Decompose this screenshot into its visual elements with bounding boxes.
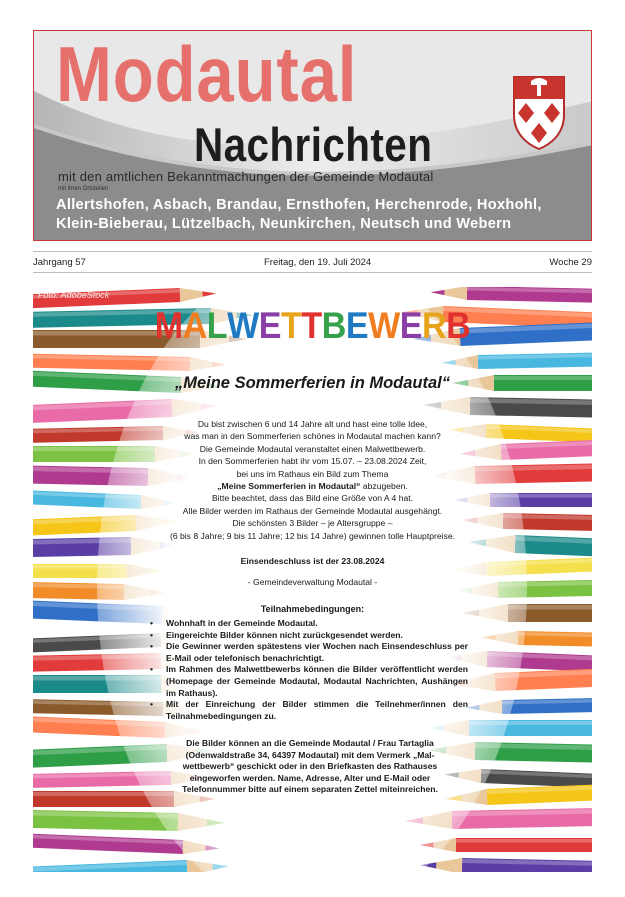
intro-theme-bold: „Meine Sommerferien in Modautal“ xyxy=(217,481,361,492)
masthead-subtitle: mit den amtlichen Bekanntmachungen der Gemeinde Modautal xyxy=(58,169,434,184)
intro-line: In den Sommerferien habt ihr vom 15.07. – 23.08.2024 Zeit, xyxy=(198,456,427,467)
intro-line: bei uns im Rathaus ein Bild zum Thema xyxy=(236,468,389,479)
closing-line: Telefonnummer bitte auf einem separaten Zettel miteinreichen. xyxy=(182,784,438,795)
issue-info-bar xyxy=(33,251,592,273)
villages-line-2: Klein-Bieberau, Lützelbach, Neunkirchen, Neutsch und Webern xyxy=(56,216,512,232)
submission-info xyxy=(151,738,469,796)
pencil xyxy=(430,287,592,306)
title-letter: E xyxy=(399,305,423,346)
villages-line-1: Allertshofen, Asbach, Brandau, Ernsthofen, Herchenrode, Hoxhohl, xyxy=(56,197,542,213)
title-letter: L xyxy=(206,305,228,346)
title-letter: A xyxy=(182,305,207,346)
intro-line: Alle Bilder werden im Rathaus der Gemeinde Modautal ausgehängt. xyxy=(182,505,443,516)
closing-line: eingeworfen werden. Name, Adresse, Alter und E-Mail oder xyxy=(189,772,431,783)
intro-line: Die Gemeinde Modautal veranstaltet einen Malwettbewerb. xyxy=(199,443,426,454)
title-letter: M xyxy=(154,305,183,346)
pencil xyxy=(420,857,592,872)
conditions-list xyxy=(150,618,468,722)
masthead xyxy=(33,30,592,241)
contest-motto: „Meine Sommerferien in Modautal“ xyxy=(174,374,451,392)
intro-line: Du bist zwischen 6 und 14 Jahre alt und hast eine tolle Idee, xyxy=(197,419,428,429)
intro-line: was man in den Sommerferien schönes in Modautal machen kann? xyxy=(184,431,441,442)
title-letter: W xyxy=(368,305,400,346)
intro-theme-line xyxy=(138,480,487,492)
masthead-title-nachrichten: Nachrichten xyxy=(194,118,433,171)
closing-line: wettbewerb“ geschickt oder in den Briefkasten des Rathauses xyxy=(182,761,438,772)
title-letter: T xyxy=(281,305,302,346)
coat-of-arms-icon xyxy=(504,67,574,151)
intro-line: (6 bis 8 Jahre; 9 bis 11 Jahre; 12 bis 14 Jahre) gewinnen tolle Hauptpreise. xyxy=(169,530,456,541)
condition-item: • Mit der Einreichung der Bilder stimmen die Teilnehmer/innen den Teilnahmebedingungen zu. xyxy=(150,699,468,722)
contest-intro xyxy=(138,418,487,542)
contest-title xyxy=(55,307,569,344)
condition-item: • Eingereichte Bilder können nicht zurückgesendet werden. xyxy=(150,630,468,642)
conditions-heading: Teilnahmebedingungen: xyxy=(260,604,365,614)
intro-theme-suffix: abzugeben. xyxy=(360,481,408,492)
issue-date: Freitag, den 19. Juli 2024 xyxy=(264,256,372,268)
contest-poster xyxy=(33,287,592,872)
title-letter: R xyxy=(422,305,447,346)
sender: - Gemeindeverwaltung Modautal - xyxy=(247,577,378,587)
intro-line: Bitte beachtet, dass das Bild eine Größe von A 4 hat. xyxy=(211,493,414,504)
issue-week: Woche 29 xyxy=(549,256,592,268)
closing-line: Die Bilder können an die Gemeinde Modautal / Frau Tartaglia xyxy=(186,738,434,748)
masthead-title-modautal: Modautal xyxy=(56,30,358,118)
title-letter: E xyxy=(258,305,282,346)
title-letter: T xyxy=(301,305,322,346)
intro-line: Die schönsten 3 Bilder – je Altersgruppe – xyxy=(232,518,393,529)
issue-volume: Jahrgang 57 xyxy=(33,256,86,268)
masthead-villages xyxy=(56,196,576,234)
deadline: Einsendeschluss ist der 23.08.2024 xyxy=(240,556,385,566)
closing-line: (Odenwaldstraße 34, 64397 Modautal) mit dem Vermerk „Mal- xyxy=(185,749,435,760)
title-letter: B xyxy=(321,305,346,346)
title-letter: B xyxy=(446,305,471,346)
title-letter: W xyxy=(227,305,259,346)
photo-credit: Foto: AdobeStock xyxy=(38,290,110,300)
masthead-ortsteile-label: mit ihren Ortsteilen xyxy=(58,186,109,192)
condition-item: • Im Rahmen des Malwettbewerbs können die Bilder veröffentlicht werden (Homepage der Gemeinde Modautal, Modautal Nachrichten, Aushängen im Rathaus). xyxy=(150,664,468,699)
title-letter: E xyxy=(345,305,369,346)
condition-item: • Die Gewinner werden spätestens vier Wochen nach Einsendeschluss per E-Mail oder telefonisch benachrichtigt. xyxy=(150,641,468,664)
condition-item: • Wohnhaft in der Gemeinde Modautal. xyxy=(150,618,468,630)
